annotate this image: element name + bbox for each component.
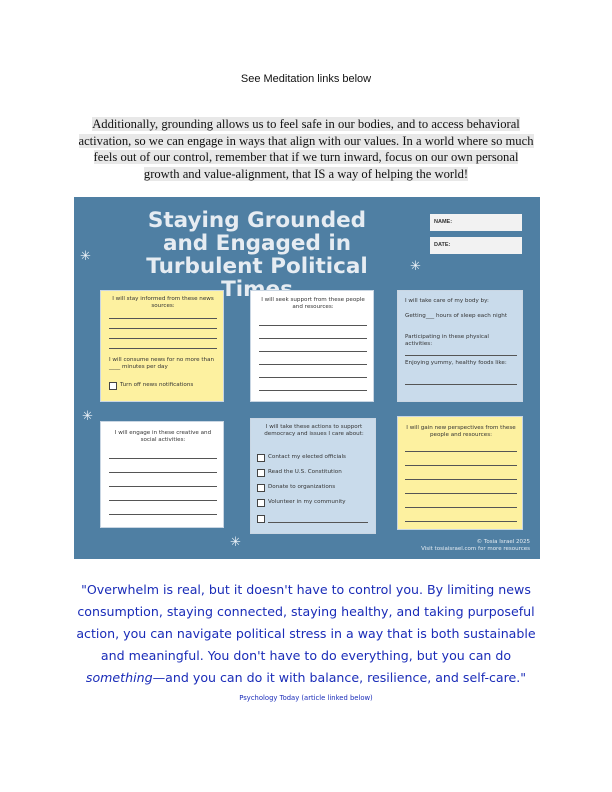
sparkle-icon: ✳ (230, 534, 241, 549)
box5-item: Volunteer in my community (268, 499, 346, 505)
quote-emphasis: something (85, 670, 153, 685)
action-checkbox (257, 499, 265, 507)
date-label: DATE: (434, 242, 451, 248)
box5-item: Read the U.S. Constitution (268, 469, 342, 475)
box3-foods: Enjoying yummy, healthy foods like: (405, 360, 507, 366)
visit-text: Visit tosiaisrael.com for more resources (421, 546, 530, 552)
intro-text: Additionally, grounding allows us to feel safe in our bodies, and to access behavioral activation, so we can engage in ways that align with our values. In a world where so much feels out of our control, remember that if we turn inward, focus on our own personal growth and value-alignment, that IS a way of helping the world! (78, 117, 534, 181)
action-checkbox (257, 469, 265, 477)
box6-heading: I will gain new perspectives from these people and resources: (406, 425, 516, 438)
date-field (430, 237, 522, 254)
worksheet-credit (421, 539, 530, 553)
support-box (250, 290, 374, 402)
box5-item: Donate to organizations (268, 484, 336, 490)
sparkle-icon: ✳ (410, 258, 421, 273)
box1-consume-b: minutes per day (121, 363, 168, 370)
intro-paragraph (78, 116, 534, 182)
quote-part1: "Overwhelm is real, but it doesn't have to control you. By limiting news consumption, staying connected, staying healthy, and taking purposeful action, you can navigate political stress in a way that is both sustainable and meaningful. You don't have to do everything, but you can do (76, 582, 536, 663)
box4-heading: I will engage in these creative and social activities: (114, 430, 212, 443)
box3-heading: I will take care of my body by: (405, 298, 489, 304)
box3-getting: Getting (405, 313, 426, 319)
box2-heading: I will seek support from these people and resources: (261, 297, 365, 310)
sparkle-icon: ✳ (80, 248, 91, 263)
quote-part2: —and you can do it with balance, resilience, and self-care." (152, 670, 527, 685)
box1-heading: I will stay informed from these news sources: (112, 296, 214, 309)
body-care-box: I will take care of my body by: Getting___ hours of sleep each night Participating in these physical activities: Enjoying yummy, healthy foods like: (397, 290, 523, 402)
worksheet-image (74, 197, 540, 559)
sparkle-icon: ✳ (82, 408, 93, 423)
action-checkbox (257, 484, 265, 492)
name-label: NAME: (434, 219, 453, 225)
creative-social-box (100, 421, 224, 528)
box1-consume-a: I will consume news for no more than (109, 357, 215, 363)
box1-checkbox-label: Turn off news notifications (120, 382, 194, 388)
worksheet-title: Staying Grounded and Engaged in Turbulent Political (146, 208, 368, 279)
news-notifications-checkbox (109, 382, 117, 390)
box5-heading: I will take these actions to support democracy and issues I care about: (264, 424, 364, 437)
box3-sleep: hours of sleep each night (436, 313, 508, 319)
democracy-actions-box (250, 418, 376, 534)
quote-source: Psychology Today (article linked below) (239, 694, 373, 702)
action-checkbox (257, 454, 265, 462)
box5-item: Contact my elected officials (268, 454, 346, 460)
quote (66, 579, 546, 689)
top-note: See Meditation links below (240, 73, 372, 85)
action-checkbox (257, 515, 265, 523)
perspectives-box (397, 416, 523, 530)
copyright-text: © Tosia Israel 2025 (476, 539, 530, 545)
name-field (430, 214, 522, 231)
box3-physical: Participating in these physical activities: (405, 334, 489, 347)
news-sources-box: I will stay informed from these news sources: I will consume news for no more than ____ minutes per day Turn off news notifications (100, 290, 224, 402)
